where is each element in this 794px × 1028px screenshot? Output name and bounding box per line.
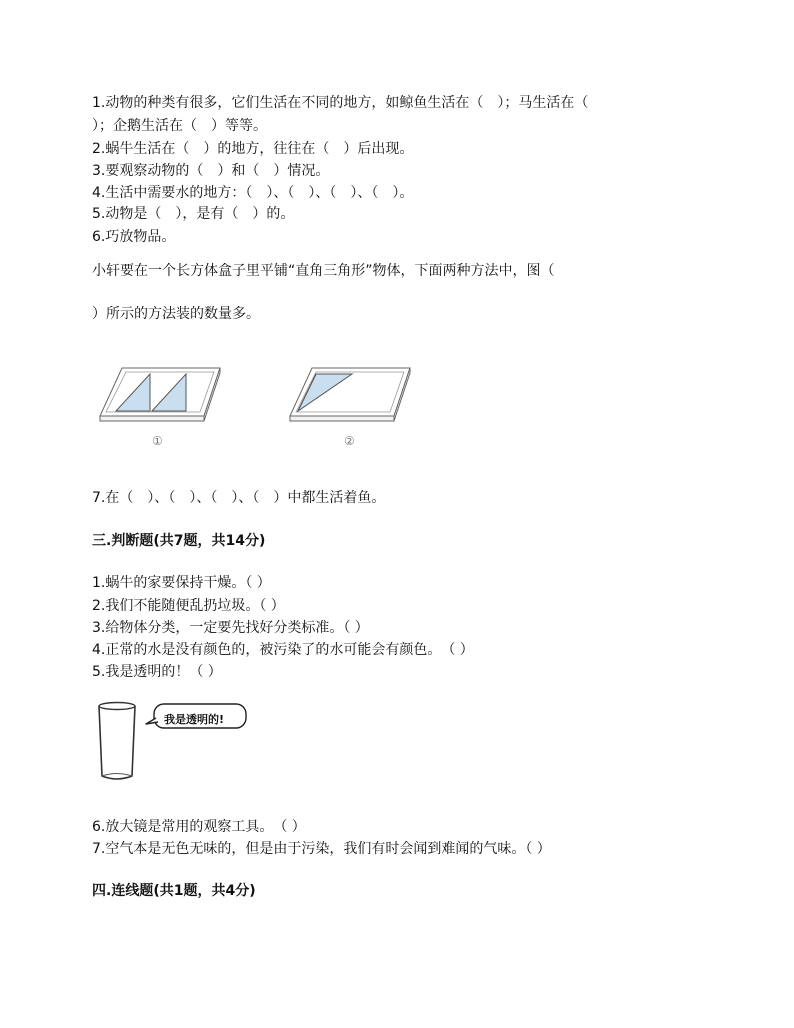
question-6-description-line-2: ）所示的方法装的数量多。 [92,306,260,322]
question-5: 5.动物是（ ），是有（ ）的。 [92,206,295,222]
question-3: 3.要观察动物的（ ）和（ ）情况。 [92,163,330,179]
question-4: 4.生活中需要水的地方：（ ）、（ ）、（ ）、（ ）。 [92,185,414,201]
figure-1-label: ① [152,434,163,448]
question-6: 6.巧放物品。 [92,229,176,245]
question-7: 7.在（ ）、（ ）、（ ）、（ ）中都生活着鱼。 [92,490,386,506]
judge-item-2: 2.我们不能随便乱扔垃圾。（ ） [92,598,285,614]
judge-item-4: 4.正常的水是没有颜色的，被污染了的水可能会有颜色。 （ ） [92,642,474,658]
question-6-description-line-1: 小轩要在一个长方体盒子里平铺“直角三角形”物体，下面两种方法中，图（ [92,263,555,279]
section-4-heading: 四.连线题(共1题，共4分) [92,883,256,899]
judge-item-7: 7.空气本是无色无味的，但是由于污染，我们有时会闻到难闻的气味。（ ） [92,841,551,857]
judge-item-5: 5.我是透明的！（ ） [92,664,222,680]
question-1-line-2: ）；企鹅生活在（ ）等等。 [92,118,267,134]
question-2: 2.蜗牛生活在（ ）的地方，往往在（ ）后出现。 [92,141,414,157]
judge-item-6: 6.放大镜是常用的观察工具。 （ ） [92,819,306,835]
question-1-line-1: 1.动物的种类有很多，它们生活在不同的地方，如鲸鱼生活在（ ）；马生活在（ [92,95,589,111]
figure-1-box-two-triangles [92,360,232,430]
section-3-heading: 三.判断题(共7题，共14分) [92,533,266,549]
judge-item-1: 1.蜗牛的家要保持干燥。（ ） [92,575,271,591]
speech-bubble-text: 我是透明的! [164,713,225,726]
figure-2-label: ② [344,434,355,448]
figure-2-box-one-triangle [282,360,422,430]
judge-item-3: 3.给物体分类，一定要先找好分类标准。（ ） [92,620,369,636]
